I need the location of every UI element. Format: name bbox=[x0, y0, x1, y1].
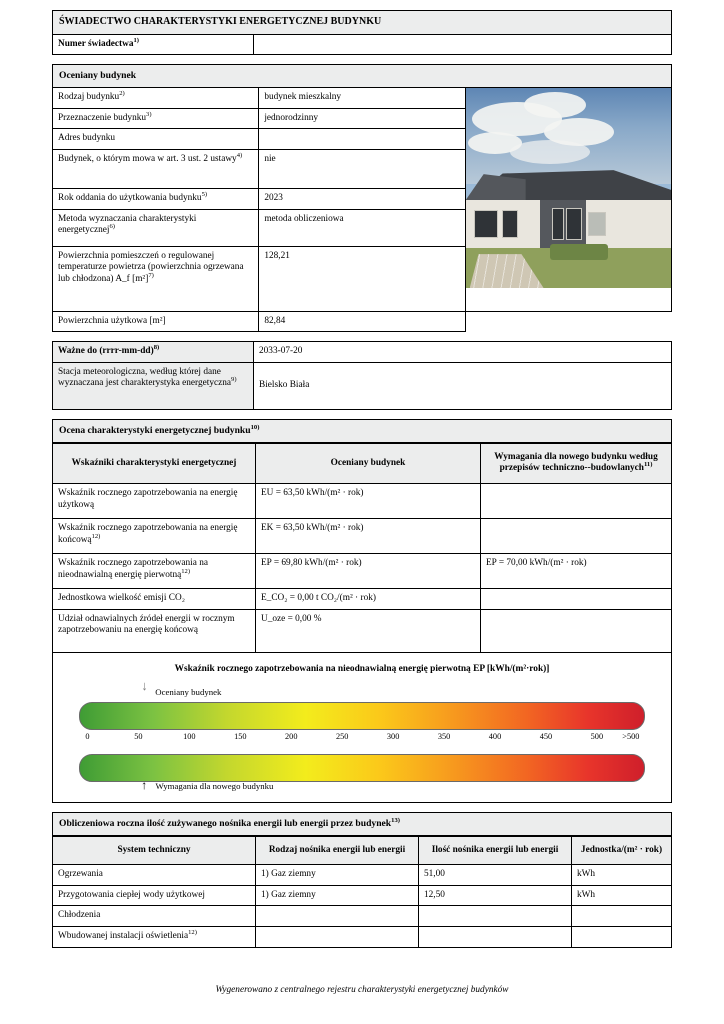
energy-carrier bbox=[256, 906, 419, 927]
chart-tick: 300 bbox=[386, 731, 400, 741]
cloud-icon bbox=[524, 92, 586, 118]
energy-unit bbox=[572, 926, 672, 947]
photo-window bbox=[474, 210, 498, 238]
spacer-4 bbox=[52, 803, 672, 812]
indicator-evaluated: U_oze = 0,00 % bbox=[256, 609, 481, 652]
spacer-3 bbox=[52, 410, 672, 419]
validity-table bbox=[52, 341, 672, 410]
photo-door bbox=[552, 208, 564, 240]
evaluated-building-table bbox=[52, 64, 672, 332]
document-title-row bbox=[53, 11, 672, 35]
ep-scale-chart bbox=[52, 653, 672, 803]
row-value bbox=[259, 129, 465, 150]
building-photo-image bbox=[466, 88, 671, 288]
spacer-2 bbox=[52, 332, 672, 341]
row-value: 82,84 bbox=[259, 311, 465, 332]
chart-bars bbox=[79, 677, 645, 792]
indicator-label: Wskaźnik rocznego zapotrzebowania na energię użytkową bbox=[53, 483, 256, 518]
valid-until-row bbox=[53, 342, 672, 363]
chart-tick: 50 bbox=[134, 731, 143, 741]
evaluated-building-section-title-row bbox=[53, 65, 672, 88]
table-row bbox=[53, 609, 672, 652]
photo-hedge bbox=[550, 244, 608, 260]
chart-ticks bbox=[79, 732, 645, 748]
energy-unit bbox=[572, 906, 672, 927]
indicator-evaluated: EK = 63,50 kWh/(m² · rok) bbox=[256, 518, 481, 553]
indicators-header-row bbox=[53, 443, 672, 483]
table-row bbox=[53, 885, 672, 906]
row-value: 128,21 bbox=[259, 246, 465, 311]
chart-tick: 0 bbox=[85, 731, 90, 741]
arrow-up-icon: ↑ bbox=[141, 777, 148, 792]
row-value: metoda obliczeniowa bbox=[259, 209, 465, 246]
row-label: Powierzchnia użytkowa [m²] bbox=[53, 311, 259, 332]
cert-number-row bbox=[53, 35, 672, 55]
chart-bar-evaluated bbox=[79, 702, 645, 730]
cert-number-table bbox=[52, 35, 672, 56]
chart-marker-requirement bbox=[141, 777, 274, 792]
assessment-table bbox=[52, 419, 672, 443]
energy-usage-table bbox=[52, 812, 672, 836]
energy-usage-section-title-row bbox=[53, 812, 672, 835]
table-row bbox=[53, 906, 672, 927]
row-label: Budynek, o którym mowa w art. 3 ust. 2 ustawy$^{4)}$ bbox=[53, 149, 259, 188]
chart-tick: 250 bbox=[335, 731, 349, 741]
indicator-label: Jednostkowa wielkość emisji CO₂ bbox=[53, 588, 256, 609]
chart-marker-requirement-label: Wymagania dla nowego budynku bbox=[155, 780, 274, 791]
indicators-col3-header: Wymagania dla nowego budynku według przepisów techniczno--budowlanych$^{11)}$ bbox=[481, 443, 672, 483]
photo-window bbox=[566, 208, 582, 240]
energy-col4-header: Jednostka/(m² · rok) bbox=[572, 836, 672, 865]
row-label: Adres budynku bbox=[53, 129, 259, 150]
energy-col2-header: Rodzaj nośnika energii lub energii bbox=[256, 836, 419, 865]
chart-marker-evaluated bbox=[141, 677, 222, 697]
energy-system: Wbudowanej instalacji oświetlenia$^{12)}$ bbox=[53, 926, 256, 947]
energy-col1-header: System techniczny bbox=[53, 836, 256, 865]
energy-usage-section-title: Obliczeniowa roczna ilość zużywanego nośnika energii lub energii przez budynek$^{13)}$ bbox=[53, 812, 672, 835]
indicators-col1-header: Wskaźniki charakterystyki energetycznej bbox=[53, 443, 256, 483]
energy-carrier bbox=[256, 926, 419, 947]
page-footer: Wygenerowano z centralnego rejestru charakterystyki energetycznej budynków bbox=[215, 985, 509, 995]
chart-tick: 350 bbox=[437, 731, 451, 741]
certificate-page bbox=[52, 10, 672, 948]
chart-tick: 200 bbox=[285, 731, 298, 741]
cert-number-label-text: Numer świadectwa bbox=[58, 38, 134, 49]
table-row bbox=[53, 518, 672, 553]
table-row bbox=[53, 865, 672, 886]
indicator-label: Wskaźnik rocznego zapotrzebowania na nieodnawialną energię pierwotną$^{12)}$ bbox=[53, 553, 256, 588]
arrow-down-icon: ↓ bbox=[141, 677, 148, 693]
table-row bbox=[53, 588, 672, 609]
energy-usage-data-table bbox=[52, 836, 672, 948]
table-row bbox=[53, 553, 672, 588]
photo-spacer bbox=[465, 311, 671, 332]
weather-station-row bbox=[53, 362, 672, 409]
table-row bbox=[53, 483, 672, 518]
energy-amount: 12,50 bbox=[419, 885, 572, 906]
energy-system: Ogrzewania bbox=[53, 865, 256, 886]
chart-tick: 500 bbox=[590, 731, 604, 741]
row-label: Powierzchnia pomieszczeń o regulowanej temperaturze powietrza (powierzchnia ogrzewana lub chłodzona) A_f $[m^2]^{7)}$ bbox=[53, 246, 259, 311]
table-row bbox=[53, 311, 672, 332]
row-value: jednorodzinny bbox=[259, 108, 465, 129]
photo-window bbox=[502, 210, 518, 238]
cert-number-value[interactable] bbox=[254, 35, 672, 55]
energy-system: Przygotowania ciepłej wody użytkowej bbox=[53, 885, 256, 906]
row-value: budynek mieszkalny bbox=[259, 88, 465, 109]
weather-station-value: Bielsko Biała bbox=[254, 362, 672, 409]
chart-marker-evaluated-label: Oceniany budynek bbox=[155, 686, 222, 697]
energy-amount: 51,00 bbox=[419, 865, 572, 886]
indicator-requirement bbox=[481, 588, 672, 609]
row-value: 2023 bbox=[259, 188, 465, 209]
chart-tick: 150 bbox=[234, 731, 247, 741]
energy-unit: kWh bbox=[572, 865, 672, 886]
cert-number-label bbox=[53, 35, 254, 55]
indicator-evaluated: EP = 69,80 kWh/(m² · rok) bbox=[256, 553, 481, 588]
energy-unit: kWh bbox=[572, 885, 672, 906]
cloud-icon bbox=[510, 140, 590, 164]
table-row bbox=[53, 926, 672, 947]
cert-number-sup: 1) bbox=[133, 36, 139, 44]
assessment-section-title-row bbox=[53, 419, 672, 442]
building-photo bbox=[465, 88, 671, 311]
chart-tick: 400 bbox=[488, 731, 502, 741]
row-label: Rok oddania do użytkowania budynku$^{5)}$ bbox=[53, 188, 259, 209]
energy-amount bbox=[419, 926, 572, 947]
table-row bbox=[53, 88, 672, 109]
spacer-1 bbox=[52, 55, 672, 64]
indicator-evaluated: EU = 63,50 kWh/(m² · rok) bbox=[256, 483, 481, 518]
indicator-requirement: EP = 70,00 kWh/(m² · rok) bbox=[481, 553, 672, 588]
photo-window bbox=[588, 212, 606, 236]
evaluated-building-section-title: Oceniany budynek bbox=[53, 65, 672, 88]
weather-station-label: Stacja meteorologiczna, według której dane wyznaczana jest charakterystyka energetyczna$^{9)}$ bbox=[53, 362, 254, 409]
chart-tick: 450 bbox=[539, 731, 553, 741]
valid-until-value: 2033-07-20 bbox=[254, 342, 672, 363]
row-label: Przeznaczenie budynku$^{3)}$ bbox=[53, 108, 259, 129]
indicators-table bbox=[52, 443, 672, 653]
indicator-label: Wskaźnik rocznego zapotrzebowania na energię końcową$^{12)}$ bbox=[53, 518, 256, 553]
document-title: ŚWIADECTWO CHARAKTERYSTYKI ENERGETYCZNEJ BUDYNKU bbox=[53, 11, 672, 35]
energy-carrier: 1) Gaz ziemny bbox=[256, 865, 419, 886]
energy-usage-header-row bbox=[53, 836, 672, 865]
assessment-section-title: Ocena charakterystyki energetycznej budynku$^{10)}$ bbox=[53, 419, 672, 442]
row-label: Rodzaj budynku$^{2)}$ bbox=[53, 88, 259, 109]
row-value: nie bbox=[259, 149, 465, 188]
chart-tick: 100 bbox=[183, 731, 196, 741]
indicator-requirement bbox=[481, 483, 672, 518]
chart-tick: >500 bbox=[622, 731, 640, 741]
indicator-evaluated: E_CO₂ = 0,00 t CO₂/(m² · rok) bbox=[256, 588, 481, 609]
chart-bar-requirement bbox=[79, 754, 645, 782]
indicator-requirement bbox=[481, 518, 672, 553]
energy-amount bbox=[419, 906, 572, 927]
indicator-requirement bbox=[481, 609, 672, 652]
valid-until-label: Ważne do (rrrr-mm-dd)$^{8)}$ bbox=[53, 342, 254, 363]
indicator-label: Udział odnawialnych źródeł energii w rocznym zapotrzebowaniu na energię końcową bbox=[53, 609, 256, 652]
row-label: Metoda wyznaczania charakterystyki energetycznej$^{6)}$ bbox=[53, 209, 259, 246]
energy-col3-header: Ilość nośnika energii lub energii bbox=[419, 836, 572, 865]
chart-title: Wskaźnik rocznego zapotrzebowania na nieodnawialną energię pierwotną EP [kWh/(m²·rok)] bbox=[174, 663, 550, 674]
energy-system: Chłodzenia bbox=[53, 906, 256, 927]
energy-carrier: 1) Gaz ziemny bbox=[256, 885, 419, 906]
title-table bbox=[52, 10, 672, 35]
indicators-col2-header: Oceniany budynek bbox=[256, 443, 481, 483]
